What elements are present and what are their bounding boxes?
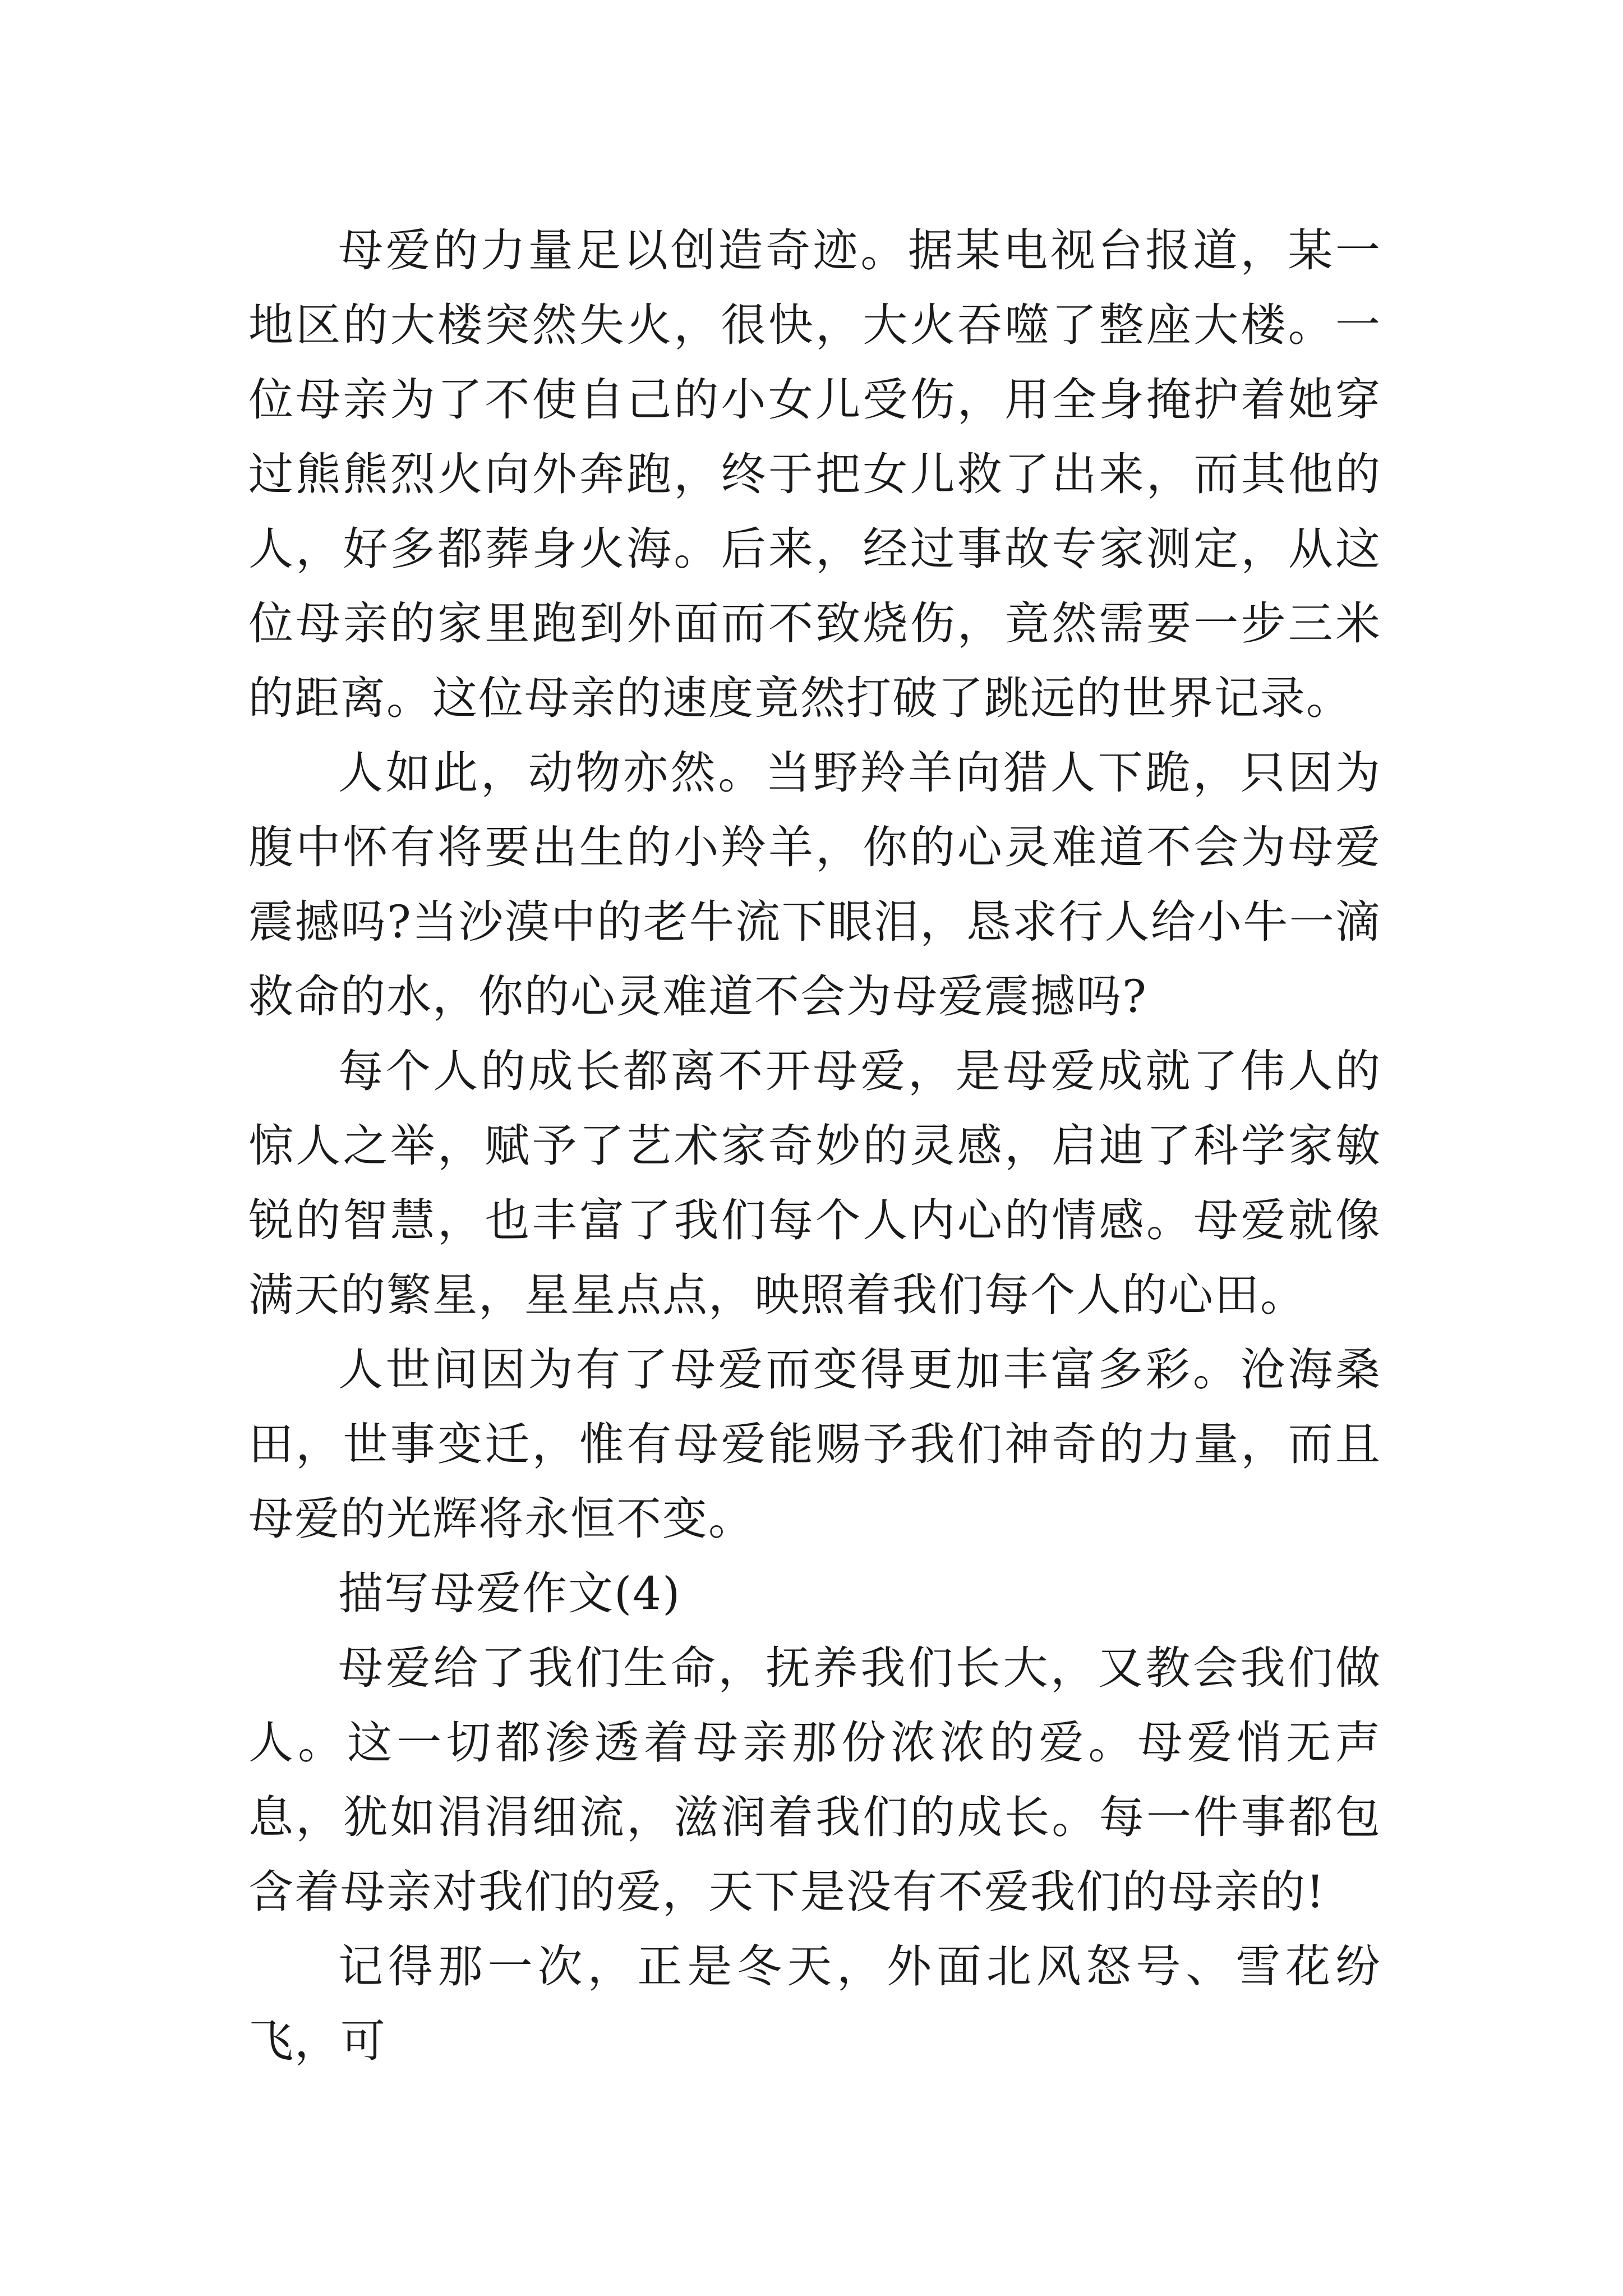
paragraph-growth: 每个人的成长都离不开母爱，是母爱成就了伟人的惊人之举，赋予了艺术家奇妙的灵感，启迪了科学家敏锐的智慧，也丰富了我们每个人内心的情感。母爱就像满天的繁星，星星点点，映照着我们每个人的心田。 <box>248 1045 1381 1321</box>
document-body <box>248 213 1381 2078</box>
paragraph-winter-memory: 记得那一次，正是冬天，外面北风怒号、雪花纷飞，可 <box>248 1940 1381 2067</box>
paragraph-gave-life: 母爱给了我们生命，抚养我们长大，又教会我们做人。这一切都渗透着母亲那份浓浓的爱。母爱悄无声息，犹如涓涓细流，滋润着我们的成长。每一件事都包含着母亲对我们的爱，天下是没有不爱我们的母亲的! <box>248 1642 1381 1918</box>
paragraph-animals: 人如此，动物亦然。当野羚羊向猎人下跪，只因为腹中怀有将要出生的小羚羊，你的心灵难道不会为母爱震撼吗?当沙漠中的老牛流下眼泪，恳求行人给小牛一滴救命的水，你的心灵难道不会为母爱震撼吗? <box>248 747 1381 1023</box>
paragraph-colorful-world: 人世间因为有了母爱而变得更加丰富多彩。沧海桑田，世事变迁，惟有母爱能赐予我们神奇的力量，而且母爱的光辉将永恒不变。 <box>248 1343 1381 1545</box>
paragraph-mother-love-miracle: 母爱的力量足以创造奇迹。据某电视台报道，某一地区的大楼突然失火，很快，大火吞噬了整座大楼。一位母亲为了不使自己的小女儿受伤，用全身掩护着她穿过熊熊烈火向外奔跑，终于把女儿救了出来，而其他的人，好多都葬身火海。后来，经过事故专家测定，从这位母亲的家里跑到外面而不致烧伤，竟然需要一步三米的距离。这位母亲的速度竟然打破了跳远的世界记录。 <box>248 224 1381 724</box>
section-heading: 描写母爱作文(4) <box>338 1567 681 1619</box>
